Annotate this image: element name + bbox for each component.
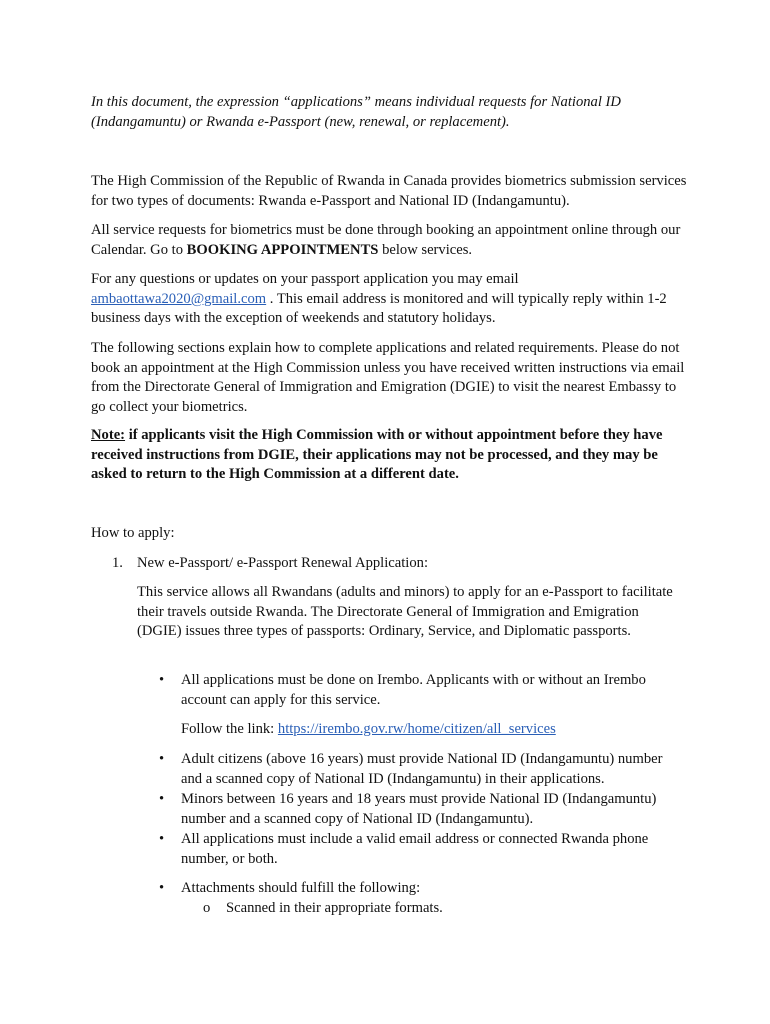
paragraph-sections: The following sections explain how to complete applications and related requirements. Please do not book an appointment at the High Commission unless you have received written instructions via email from the Directorate General of Immigration and Emigration (DGIE) to visit the nearest Embassy to go collect your biometrics.: [91, 340, 685, 415]
follow-link-line: [181, 720, 686, 740]
bullet-marker: •: [159, 880, 165, 896]
bullet-marker: •: [159, 791, 165, 807]
contact-text-post: . This email address is monitored and will typically reply within 1-2 business days with the exception of weekends and statutory holidays.: [91, 290, 667, 327]
sub-bullet-marker: o: [203, 900, 211, 916]
bullet-adult-citizens: Adult citizens (above 16 years) must provide National ID (Indangamuntu) number and a scanned copy of National ID (Indangamuntu) in their applications.: [181, 751, 663, 787]
bullet-marker: •: [159, 751, 165, 767]
note-paragraph: [91, 426, 691, 485]
note-label: Note:: [91, 427, 126, 443]
booking-text-post: below services.: [378, 241, 473, 258]
bullet-irembo: All applications must be done on Irembo. Applicants with or without an Irembo account can apply for this service.: [181, 672, 646, 708]
list-item-description: This service allows all Rwandans (adults and minors) to apply for an e-Passport to facilitate their travels outside Rwanda. The Directorate General of Immigration and Emigration (DGIE) issues three types of passports: Ordinary, Service, and Diplomatic passports.: [137, 584, 673, 640]
bullet-attachments: Attachments should fulfill the following:: [181, 880, 421, 896]
email-link[interactable]: ambaottawa2020@gmail.com: [91, 290, 267, 307]
sub-bullet-scanned: Scanned in their appropriate formats.: [226, 900, 443, 916]
booking-appointments-bold: BOOKING APPOINTMENTS: [186, 241, 379, 258]
note-text: if applicants visit the High Commission with or without appointment before they have received instructions from DGIE, their applications may not be processed, and they may be asked to return to the High Commission at a different date.: [91, 427, 663, 483]
intro-italic: In this document, the expression “applications” means individual requests for National ID (Indangamuntu) or Rwanda e-Passport (new, renewal, or replacement).: [91, 94, 621, 130]
how-to-apply-heading: How to apply:: [91, 525, 175, 541]
bullet-marker: •: [159, 831, 165, 847]
list-item-number: 1.: [112, 555, 123, 571]
follow-link-label: Follow the link:: [181, 721, 278, 737]
booking-text-pre: All service requests for biometrics must be done through booking an appointment online through our Calendar. Go to: [91, 222, 681, 258]
bullet-contact-info: All applications must include a valid email address or connected Rwanda phone number, or both.: [181, 831, 649, 867]
bullet-minors: Minors between 16 years and 18 years must provide National ID (Indangamuntu) number and a scanned copy of National ID (Indangamuntu).: [181, 791, 657, 827]
list-item-title: New e-Passport/ e-Passport Renewal Application:: [137, 555, 429, 571]
paragraph-services: The High Commission of the Republic of Rwanda in Canada provides biometrics submission services for two types of documents: Rwanda e-Passport and National ID (Indangamuntu).: [91, 173, 687, 209]
contact-text-pre: For any questions or updates on your passport application you may email: [91, 271, 519, 287]
bullet-marker: •: [159, 672, 165, 688]
irembo-link[interactable]: https://irembo.gov.rw/home/citizen/all_services: [277, 721, 556, 737]
paragraph-contact: [91, 270, 691, 329]
paragraph-booking: [91, 221, 691, 260]
